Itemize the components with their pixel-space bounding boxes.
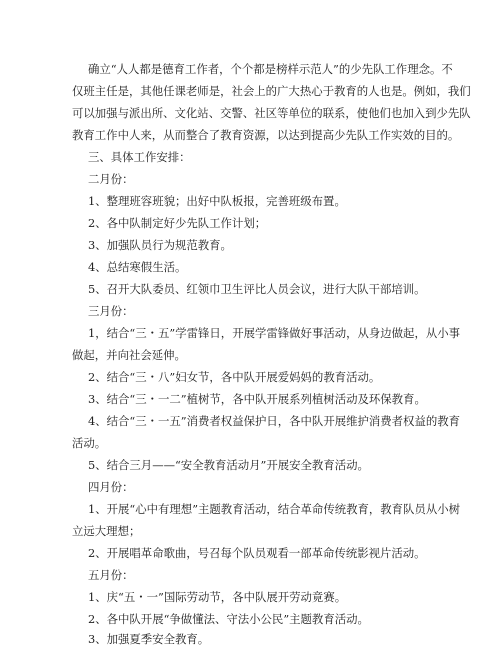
mar-item-continuation: 做起，并向社会延伸。 <box>72 348 186 362</box>
month-title-may: 五月份： <box>88 568 134 582</box>
month-title-apr: 四月份： <box>88 480 134 494</box>
apr-item: 1、开展“心中有理想”主题教育活动，结合革命传统教育，教育队员从小树 <box>88 502 461 516</box>
feb-item: 3、加强队员行为规范教育。 <box>88 238 232 252</box>
mar-item: 5、结合三月——“安全教育活动月”开展安全教育活动。 <box>88 458 369 472</box>
may-item: 3、加强夏季安全教育。 <box>88 632 210 646</box>
mar-item-continuation: 活动。 <box>72 436 107 450</box>
intro-paragraph-line: 仅班主任是，其他任课老师是，社会上的广大热心于教育的人也是。例如，我们 <box>72 84 471 98</box>
feb-item: 5、召开大队委员、红领巾卫生评比人员会议，进行大队干部培训。 <box>88 282 426 296</box>
intro-paragraph-line: 教育工作中人来，从而整合了教育资源，以达到提高少先队工作实效的目的。 <box>72 128 460 142</box>
mar-item: 2、结合“三・八”妇女节，各中队开展爱妈妈的教育活动。 <box>88 370 381 384</box>
section-heading: 三、具体工作安排： <box>88 150 191 164</box>
intro-paragraph-line: 可以加强与派出所、文化站、交警、社区等单位的联系，使他们也加入到少先队 <box>72 106 471 120</box>
may-item: 2、各中队开展“争做懂法、守法小公民”主题教育活动。 <box>88 612 369 626</box>
apr-item-continuation: 立远大理想； <box>72 524 141 538</box>
may-item: 1、庆“五・一”国际劳动节，各中队展开劳动竟赛。 <box>88 590 347 604</box>
month-title-feb: 二月份： <box>88 172 134 186</box>
feb-item: 4、总结寒假生活。 <box>88 260 187 274</box>
feb-item: 1、整理班容班貌；出好中队板报，完善班级布置。 <box>88 194 346 208</box>
month-title-mar: 三月份： <box>88 304 134 318</box>
mar-item: 3、结合“三・一二”植树节，各中队开展系列植树活动及环保教育。 <box>88 392 426 406</box>
feb-item: 2、各中队制定好少先队工作计划； <box>88 216 267 230</box>
mar-item: 1，结合“三・五”学雷锋日，开展学雷锋做好事活动，从身边做起，从小事 <box>88 326 461 340</box>
mar-item: 4、结合“三・一五”消费者权益保护日，各中队开展维护消费者权益的教育 <box>88 414 461 428</box>
intro-paragraph-line: 确立“人人都是德育工作者，个个都是榜样示范人”的少先队工作理念。不 <box>88 62 453 76</box>
apr-item: 2、开展唱革命歌曲，号召每个队员观看一部革命传统影视片活动。 <box>88 546 426 560</box>
